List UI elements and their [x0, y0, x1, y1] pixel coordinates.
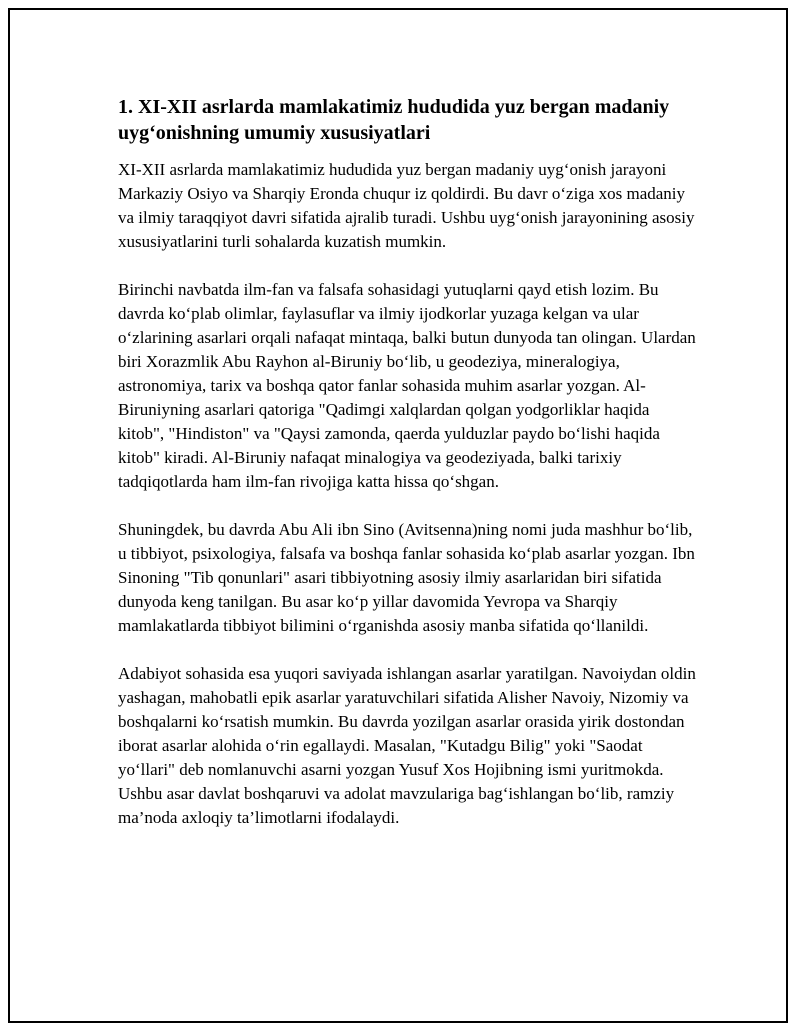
paragraph-1: XI-XII asrlarda mamlakatimiz hududida yuz bergan madaniy uyg‘onish jarayoni Markaziy Osiyo va Sharqiy Eronda chuqur iz qoldirdi. Bu davr o‘ziga xos madaniy va ilmiy taraqqiyot davri sifatida ajralib turadi. Ushbu uyg‘onish jarayonining asosiy xususiyatlarini turli sohalarda kuzatish mumkin.	[118, 160, 695, 251]
paragraph-2: Birinchi navbatda ilm-fan va falsafa sohasidagi yutuqlarni qayd etish lozim. Bu davrda ko‘plab olimlar, faylasuflar va ilmiy ijodkorlar yuzaga kelgan va ular o‘zlarining asarlari orqali nafaqat mintaqa, balki butun dunyoda tan olingan. Ulardan biri Xorazmlik Abu Rayhon al-Biruniy bo‘lib, u geodeziya, mineralogiya, astronomiya, tarix va boshqa qator fanlar sohasida muhim asarlar yozgan. Al-Biruniyning asarlari qatoriga "Qadimgi xalqlardan qolgan yodgorliklar haqida kitob", "Hindiston" va "Qaysi zamonda, qaerda yulduzlar paydo bo‘lishi haqida kitob" kiradi. Al-Biruniy nafaqat minalogiya va geodeziyada, balki tarixiy tadqiqotlarda ham ilm-fan rivojiga katta hissa qo‘shgan.	[118, 280, 696, 491]
document-body	[118, 94, 698, 854]
document-page	[8, 8, 788, 1023]
section-heading: 1. XI-XII asrlarda mamlakatimiz hududida yuz bergan madaniy uyg‘onishning umumiy xususiyatlari	[118, 96, 670, 144]
paragraph-4: Adabiyot sohasida esa yuqori saviyada ishlangan asarlar yaratilgan. Navoiydan oldin yashagan, mahobatli epik asarlar yaratuvchilari sifatida Alisher Navoiy, Nizomiy va boshqalarni ko‘rsatish mumkin. Bu davrda yozilgan asarlar orasida yirik dostondan iborat asarlar alohida o‘rin egallaydi. Masalan, "Kutadgu Bilig" yoki "Saodat yo‘llari" deb nomlanuvchi asarni yozgan Yusuf Xos Hojibning ismi yuritmokda. Ushbu asar davlat boshqaruvi va adolat mavzulariga bag‘ishlangan bo‘lib, ramziy ma’noda axloqiy ta’limotlarni ifodalaydi.	[118, 664, 696, 827]
paragraph-3: Shuningdek, bu davrda Abu Ali ibn Sino (Avitsenna)ning nomi juda mashhur bo‘lib, u tibbiyot, psixologiya, falsafa va boshqa fanlar sohasida ko‘plab asarlar yozgan. Ibn Sinoning "Tib qonunlari" asari tibbiyotning asosiy ilmiy asarlaridan biri sifatida dunyoda keng tanilgan. Bu asar ko‘p yillar davomida Yevropa va Sharqiy mamlakatlarda tibbiyot bilimini o‘rganishda asosiy manba sifatida qo‘llanildi.	[118, 520, 695, 635]
